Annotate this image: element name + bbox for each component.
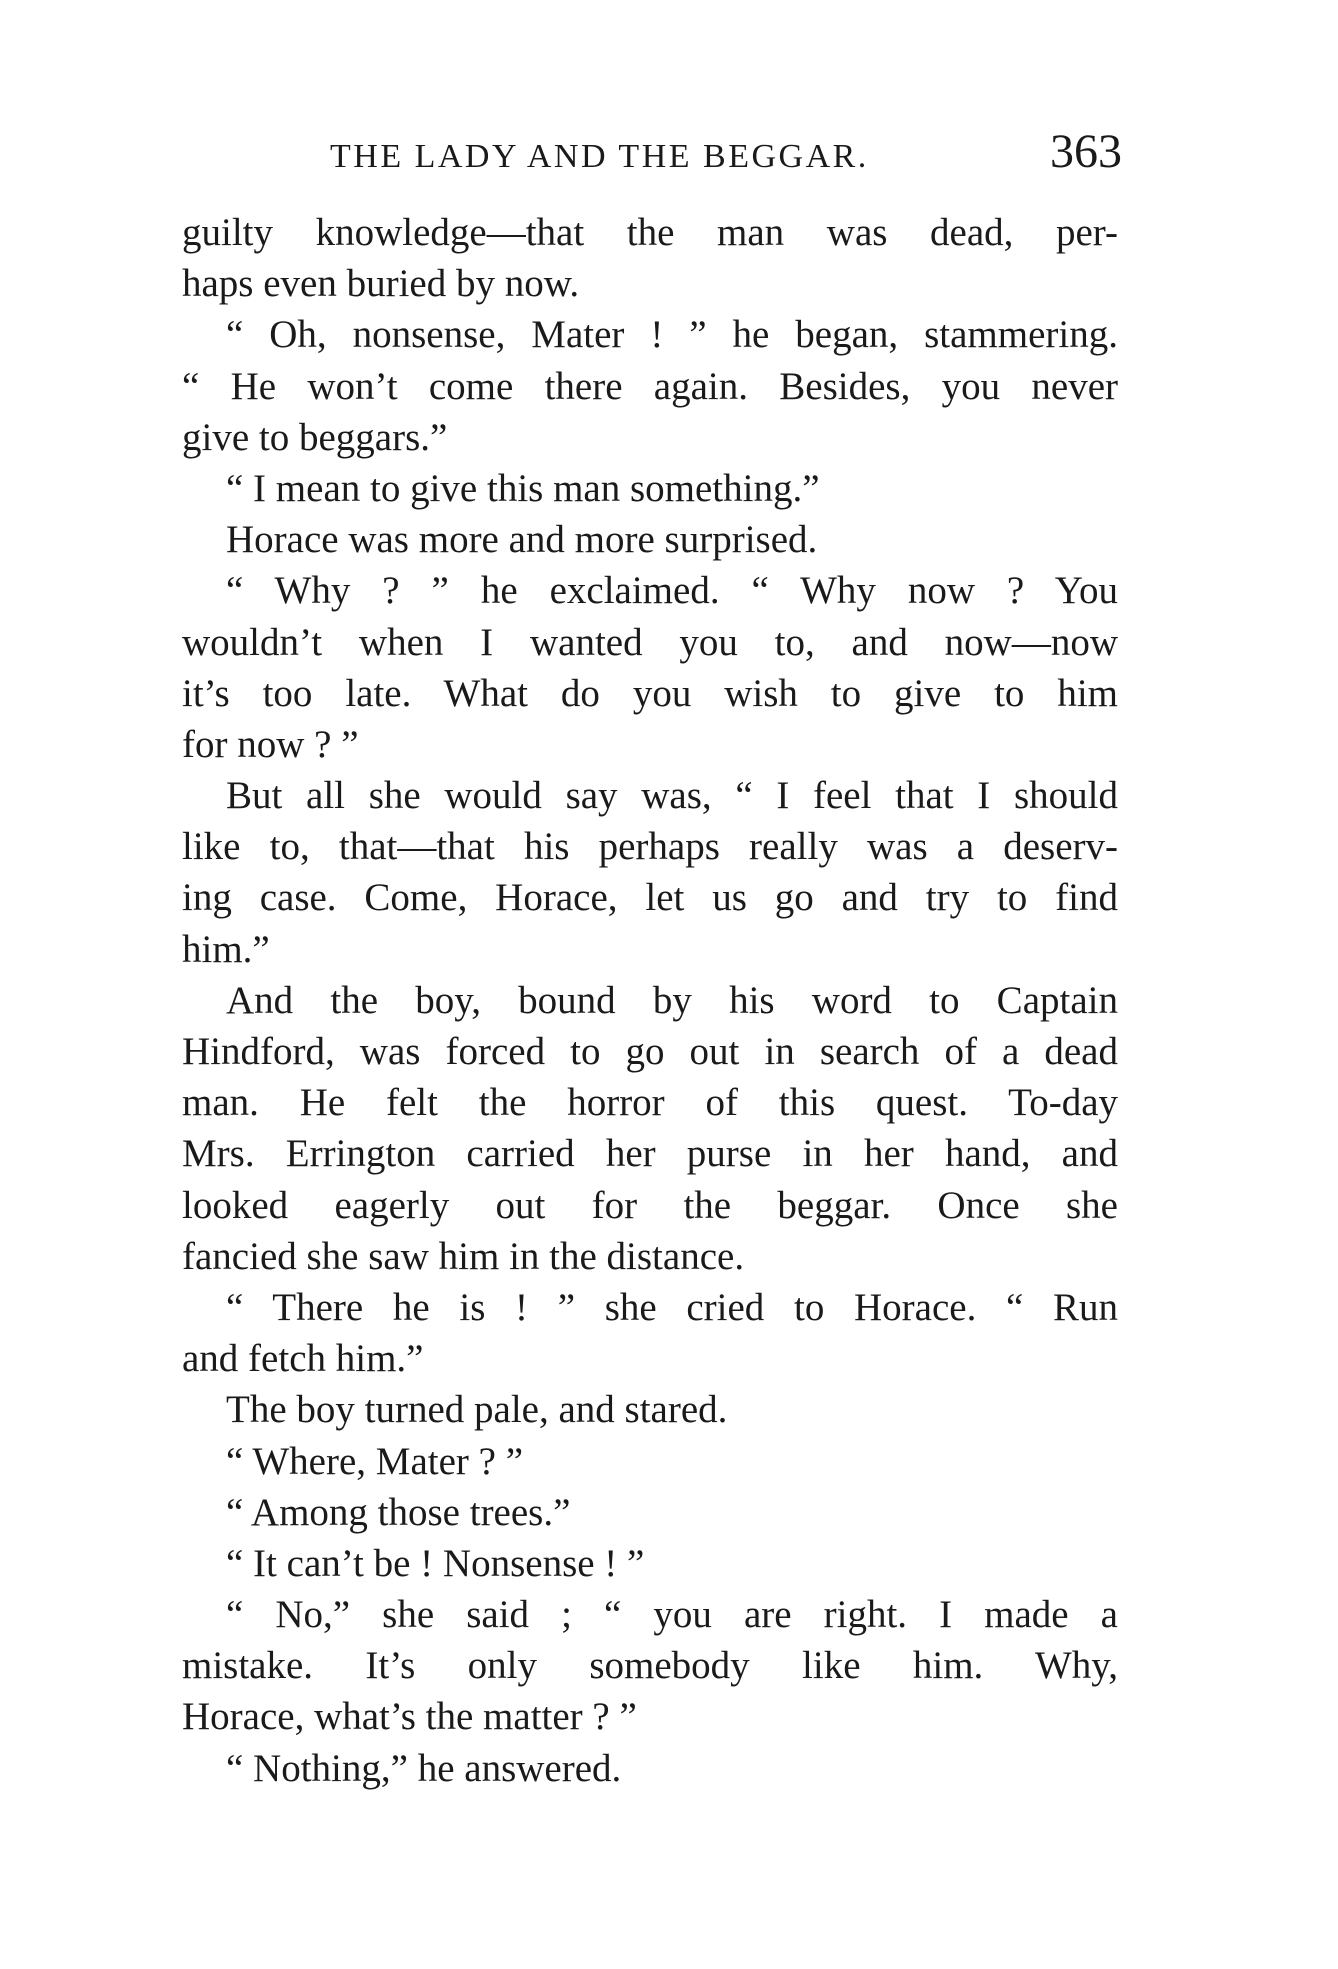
text-line: ing case. Come, Horace, let us go and try to find (182, 876, 1118, 920)
text-line: “ Where, Mater ? ” (226, 1439, 524, 1483)
text-line: give to beggars.” (182, 415, 448, 459)
text-line: for now ? ” (182, 722, 359, 766)
text-line: Hindford, was forced to go out in search of a dead (182, 1030, 1118, 1073)
text-line: him.” (182, 927, 270, 971)
text-line: “ No,” she said ; “ you are right. I made a (226, 1593, 1118, 1637)
text-line: “ I mean to give this man something.” (226, 466, 820, 510)
text-line: mistake. It’s only somebody like him. Why, (182, 1644, 1118, 1688)
text-line: it’s too late. What do you wish to give to him (182, 671, 1118, 715)
text-line: Mrs. Errington carried her purse in her hand, and (182, 1132, 1118, 1176)
text-line: “ There he is ! ” she cried to Horace. “ Run (226, 1285, 1118, 1329)
text-line: Horace was more and more surprised. (226, 518, 818, 562)
page-header (182, 125, 1122, 200)
text-line: like to, that—that his perhaps really was a deserv- (182, 825, 1118, 869)
text-line: The boy turned pale, and stared. (226, 1388, 728, 1432)
text-line: Horace, what’s the matter ? ” (182, 1695, 637, 1739)
text-line: man. He felt the horror of this quest. To-day (182, 1081, 1118, 1125)
text-line: “ It can’t be ! Nonsense ! ” (226, 1541, 645, 1585)
text-line: and fetch him.” (182, 1337, 424, 1381)
text-line: fancied she saw him in the distance. (182, 1234, 745, 1278)
text-line: “ Why ? ” he exclaimed. “ Why now ? You (226, 569, 1118, 613)
text-line: guilty knowledge—that the man was dead, per- (182, 211, 1118, 254)
text-line: wouldn’t when I wanted you to, and now—now (182, 620, 1118, 664)
text-line: haps even buried by now. (182, 262, 580, 306)
text-line: But all she would say was, “ I feel that I should (226, 774, 1118, 818)
body-text (182, 207, 1118, 1794)
text-line: And the boy, bound by his word to Captain (226, 978, 1118, 1022)
text-line: “ Among those trees.” (226, 1490, 571, 1534)
text-line: looked eagerly out for the beggar. Once she (182, 1183, 1118, 1227)
text-line: “ He won’t come there again. Besides, you never (182, 364, 1118, 408)
text-line: “ Oh, nonsense, Mater ! ” he began, stammering. (226, 313, 1118, 357)
running-title: THE LADY AND THE BEGGAR. (330, 138, 869, 175)
text-line: “ Nothing,” he answered. (226, 1746, 622, 1790)
page-number: 363 (1050, 125, 1122, 178)
